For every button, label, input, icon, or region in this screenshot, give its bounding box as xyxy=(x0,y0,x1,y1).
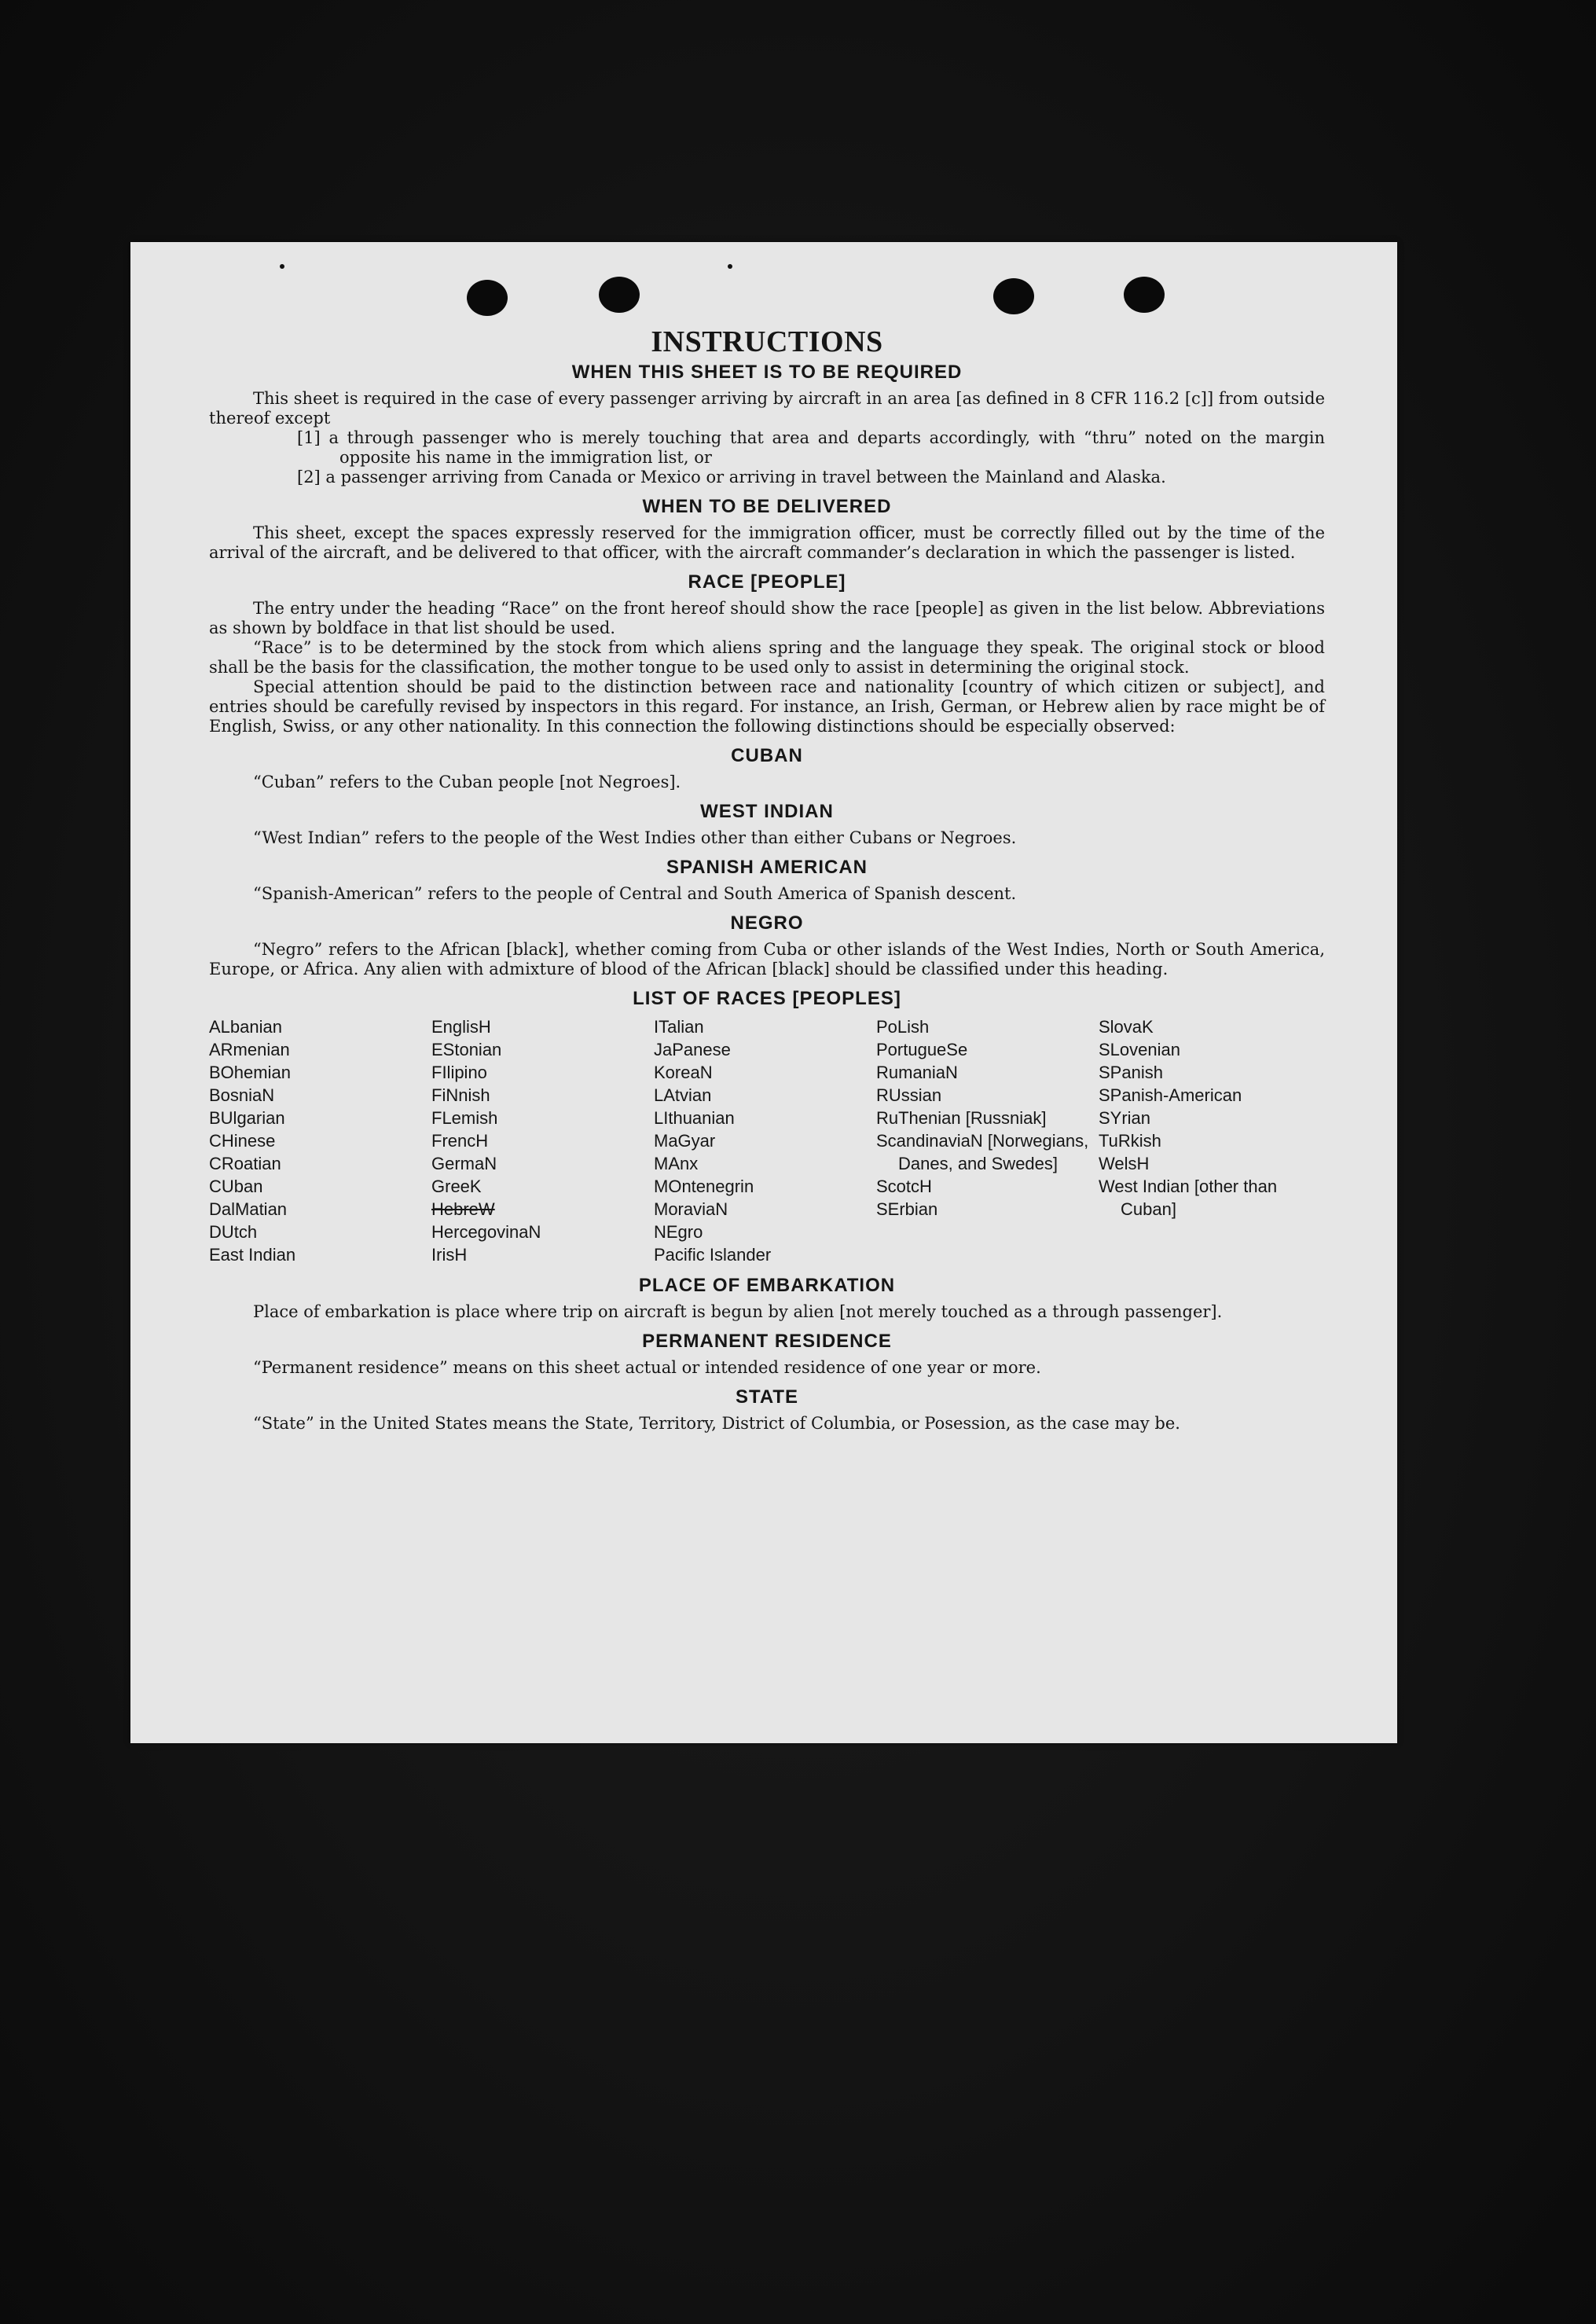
cuban-text: “Cuban” refers to the Cuban people [not Negroes]. xyxy=(253,773,681,791)
heading-west-indian: WEST INDIAN xyxy=(700,801,834,822)
races-column xyxy=(209,1015,431,1266)
race-paragraph: Special attention should be paid to the distinction between race and nationality [country of which citizen or subject], and entries should be carefully revised by inspectors in this regard. For instance, an Irish, German, or Hebrew alien by race might be of English, Swiss, or any other nationality. In this connection the following distinctions should be especially observed: xyxy=(209,677,1325,736)
race-entry: JaPanese xyxy=(654,1040,731,1059)
races-column xyxy=(1099,1015,1325,1266)
when-required-intro: This sheet is required in the case of every passenger arriving by aircraft in an area [as defined in 8 CFR 116.2 [c]] from outside thereof except xyxy=(209,389,1325,428)
speck-mark xyxy=(728,264,732,269)
race-entry: EStonian xyxy=(431,1040,502,1059)
race-entry: MaGyar xyxy=(654,1131,716,1151)
heading-state: STATE xyxy=(735,1386,799,1408)
race-entry: West Indian [other than Cuban] xyxy=(1099,1177,1278,1219)
punch-hole xyxy=(1124,277,1165,313)
race-entry: MAnx xyxy=(654,1154,699,1173)
race-entry: ALbanian xyxy=(209,1017,282,1037)
race-entry: PoLish xyxy=(876,1017,930,1037)
race-entry: SlovaK xyxy=(1099,1017,1154,1037)
residence-text: “Permanent residence” means on this sheet actual or intended residence of one year or more. xyxy=(253,1358,1041,1377)
exception-item-1: [1] a through passenger who is merely touching that area and departs accordingly, with “thru” noted on the margin opposite his name in the immigration list, or xyxy=(297,428,1325,467)
race-entry: SPanish xyxy=(1099,1063,1163,1082)
heading-list-of-races: LIST OF RACES [PEOPLES] xyxy=(633,988,901,1009)
race-entry: IrisH xyxy=(431,1245,468,1265)
race-entry: HercegovinaN xyxy=(431,1222,541,1242)
race-entry: RUssian xyxy=(876,1085,942,1105)
punch-hole xyxy=(467,280,508,316)
race-entry: CUban xyxy=(209,1177,263,1196)
race-entry-struck: HebreW xyxy=(431,1199,495,1219)
punch-hole xyxy=(599,277,640,313)
west-indian-text: “West Indian” refers to the people of the West Indies other than either Cubans or Negroes. xyxy=(253,828,1017,847)
instructions-content xyxy=(209,325,1325,1434)
races-column xyxy=(654,1015,876,1266)
when-delivered-text: This sheet, except the spaces expressly reserved for the immigration officer, must be correctly filled out by the time of the arrival of the aircraft, and be delivered to that officer, with the aircraft commander’s declaration in which the passenger is listed. xyxy=(209,523,1325,562)
race-entry: DUtch xyxy=(209,1222,258,1242)
heading-when-required: WHEN THIS SHEET IS TO BE REQUIRED xyxy=(571,362,963,383)
race-entry: RuThenian [Russniak] xyxy=(876,1108,1047,1128)
race-entry: LAtvian xyxy=(654,1085,712,1105)
race-paragraph: The entry under the heading “Race” on the front hereof should show the race [people] as given in the list below. Abbreviations as shown by boldface in that list should be used. xyxy=(209,599,1325,637)
race-entry: SYrian xyxy=(1099,1108,1151,1128)
races-column xyxy=(876,1015,1099,1266)
race-entry: GreeK xyxy=(431,1177,482,1196)
heading-negro: NEGRO xyxy=(730,912,804,934)
race-entry: BUlgarian xyxy=(209,1108,285,1128)
race-entry: TuRkish xyxy=(1099,1131,1161,1151)
race-entry: SPanish-American xyxy=(1099,1085,1242,1105)
race-entry: MoraviaN xyxy=(654,1199,728,1219)
race-entry: RumaniaN xyxy=(876,1063,958,1082)
race-entry: East Indian xyxy=(209,1245,296,1265)
race-entry: ScandinaviaN [Norwegians, Danes, and Swedes] xyxy=(876,1131,1089,1173)
document-sheet xyxy=(130,242,1397,1743)
embarkation-text: Place of embarkation is place where trip on aircraft is begun by alien [not merely touched as a through passenger]. xyxy=(253,1302,1223,1321)
race-entry: PortugueSe xyxy=(876,1040,968,1059)
race-entry: FrencH xyxy=(431,1131,489,1151)
race-entry: ScotcH xyxy=(876,1177,932,1196)
race-entry: FIlipino xyxy=(431,1063,487,1082)
race-entry: DalMatian xyxy=(209,1199,288,1219)
race-entry: KoreaN xyxy=(654,1063,713,1082)
race-entry: ARmenian xyxy=(209,1040,290,1059)
race-entry: Pacific Islander xyxy=(654,1245,772,1265)
heading-spanish-american: SPANISH AMERICAN xyxy=(666,857,868,878)
races-column xyxy=(431,1015,654,1266)
heading-when-delivered: WHEN TO BE DELIVERED xyxy=(642,496,892,517)
race-entry: NEgro xyxy=(654,1222,703,1242)
race-entry: BosniaN xyxy=(209,1085,275,1105)
race-entry: SLovenian xyxy=(1099,1040,1180,1059)
race-entry: LIthuanian xyxy=(654,1108,735,1128)
negro-text: “Negro” refers to the African [black], whether coming from Cuba or other islands of the West Indies, North or South America, Europe, or Africa. Any alien with admixture of blood of the African [black] should be classified under this heading. xyxy=(209,940,1325,978)
heading-cuban: CUBAN xyxy=(731,745,803,766)
punch-hole xyxy=(993,278,1034,314)
heading-embarkation: PLACE OF EMBARKATION xyxy=(638,1275,896,1296)
race-entry: CHinese xyxy=(209,1131,276,1151)
race-entry: FLemish xyxy=(431,1108,498,1128)
race-entry: FiNnish xyxy=(431,1085,490,1105)
exception-item-2: [2] a passenger arriving from Canada or Mexico or arriving in travel between the Mainland and Alaska. xyxy=(297,468,1166,486)
speck-mark xyxy=(280,264,284,269)
race-entry: BOhemian xyxy=(209,1063,291,1082)
heading-race: RACE [PEOPLE] xyxy=(688,571,846,593)
state-text: “State” in the United States means the State, Territory, District of Columbia, or Posession, as the case may be. xyxy=(253,1414,1180,1433)
page-title: INSTRUCTIONS xyxy=(651,325,883,358)
spanish-american-text: “Spanish-American” refers to the people of Central and South America of Spanish descent. xyxy=(253,884,1017,903)
race-entry: WelsH xyxy=(1099,1154,1150,1173)
race-entry: EnglisH xyxy=(431,1017,491,1037)
heading-permanent-residence: PERMANENT RESIDENCE xyxy=(642,1331,892,1352)
race-paragraph: “Race” is to be determined by the stock from which aliens spring and the language they speak. The original stock or blood shall be the basis for the classification, the mother tongue to be used only to assist in determining the original stock. xyxy=(209,638,1325,677)
race-entry: SErbian xyxy=(876,1199,938,1219)
race-entry: GermaN xyxy=(431,1154,497,1173)
race-entry: ITalian xyxy=(654,1017,704,1037)
race-entry: MOntenegrin xyxy=(654,1177,754,1196)
race-entry: CRoatian xyxy=(209,1154,281,1173)
races-table xyxy=(209,1015,1325,1266)
